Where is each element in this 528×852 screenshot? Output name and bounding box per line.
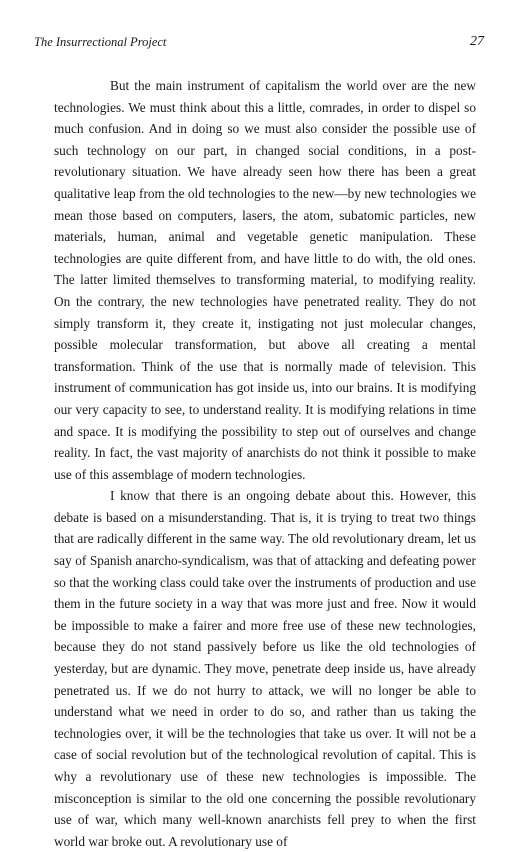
running-head-title: The Insurrectional Project xyxy=(34,35,167,49)
body-text xyxy=(54,75,476,852)
paragraph: I know that there is an ongoing debate about this. However, this debate is based on a misunderstanding. That is, it is trying to treat two things that are radically different in the same way. The old revolutionary dream, let us say of Spanish anarcho-syndicalism, was that of attacking and defeating power so that the working class could take over the instruments of production and use them in the future society in a way that was more just and free. Now it would be impossible to make a fairer and more free use of these new technologies, because they do not stand passively before us like the old technologies of yesterday, but are dynamic. They move, penetrate deep inside us, have already penetrated us. If we do not hurry to attack, we will no longer be able to understand what we need in order to do so, and rather than us taking the technologies over, it will be the technologies that take us over. It will not be a case of social revolution but of the technological revolution of capital. This is why a revolutionary use of these new technologies is impossible. The misconception is similar to the old one concerning the possible revolutionary use of war, which many well-known anarchists fell prey to when the first world war broke out. A revolutionary use of xyxy=(54,488,476,849)
paragraph: But the main instrument of capitalism the world over are the new technologies. We must think about this a little, comrades, in order to dispel so much confusion. And in doing so we must also consider the possible use of such technology on our part, in changed social conditions, in a post-revolutionary situation. We have already seen how there has been a great qualitative leap from the old technologies to the new—by new technologies we mean those based on computers, lasers, the atom, subatomic particles, new materials, human, animal and vegetable genetic manipulation. These technologies are quite different from, and have little to do with, the old ones. The latter limited themselves to transforming material, to modifying reality. On the contrary, the new technologies have penetrated reality. They do not simply transform it, they create it, instigating not just molecular changes, possible molecular transformation, but above all creating a mental transformation. Think of the use that is normally made of television. This instrument of communication has got inside us, into our brains. It is modifying our very capacity to see, to understand reality. It is modifying relations in time and space. It is modifying the possibility to step out of ourselves and change reality. In fact, the vast majority of anarchists do not think it possible to make use of this assemblage of modern technologies. xyxy=(54,78,476,482)
page-number: 27 xyxy=(470,34,484,49)
